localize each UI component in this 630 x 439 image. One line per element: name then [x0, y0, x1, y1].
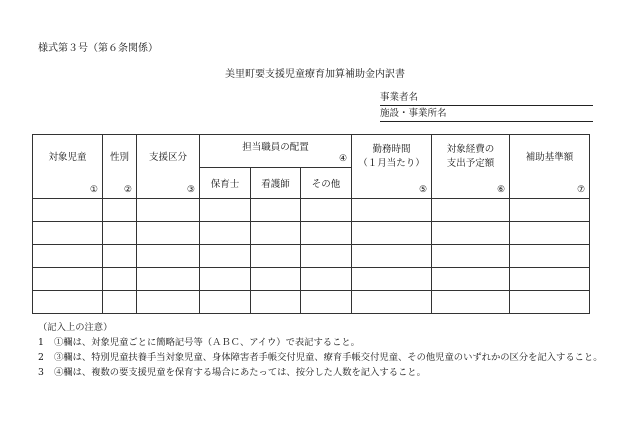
header-cost-number: ⑥	[496, 185, 506, 195]
header-support	[137, 135, 200, 199]
header-child-label: 対象児童	[48, 152, 87, 163]
table-cell[interactable]	[432, 268, 510, 291]
table-cell[interactable]	[251, 245, 301, 268]
form-number: 様式第３号（第６条関係）	[38, 43, 158, 54]
header-gender-label: 性別	[109, 152, 129, 163]
table-cell[interactable]	[352, 245, 432, 268]
table-cell[interactable]	[510, 268, 590, 291]
header-work-hours-label: 勤務時間	[372, 144, 411, 155]
table-cell[interactable]	[352, 199, 432, 222]
table-cell[interactable]	[251, 291, 301, 314]
table-cell[interactable]	[301, 222, 352, 245]
table-cell[interactable]	[251, 222, 301, 245]
header-work-hours-sublabel: （１月当たり）	[358, 158, 425, 169]
note-text: ④欄は、複数の要支援児童を保育する場合にあたっては、按分した人数を記入すること。	[54, 367, 426, 378]
table-cell[interactable]	[137, 199, 200, 222]
header-support-label: 支援区分	[148, 152, 187, 163]
table-cell[interactable]	[301, 245, 352, 268]
table-cell[interactable]	[137, 245, 200, 268]
table-cell[interactable]	[301, 199, 352, 222]
note-item	[38, 335, 603, 350]
header-work-hours-number: ⑤	[418, 185, 428, 195]
table-cell[interactable]	[251, 199, 301, 222]
header-staff-group	[200, 135, 352, 168]
table-cell[interactable]	[510, 222, 590, 245]
table-cell[interactable]	[352, 291, 432, 314]
note-text: ①欄は、対象児童ごとに簡略記号等（ＡＢＣ、アイウ）で表記すること。	[54, 337, 360, 348]
header-subsidy-number: ⑦	[576, 185, 586, 195]
header-staff-group-number: ④	[338, 154, 348, 164]
note-item	[38, 365, 603, 380]
table-cell[interactable]	[432, 222, 510, 245]
table-cell[interactable]	[352, 268, 432, 291]
business-name-label: 事業者名	[380, 92, 419, 103]
header-nurse: 看護師	[251, 168, 301, 199]
table-cell[interactable]	[510, 245, 590, 268]
table-cell[interactable]	[200, 222, 251, 245]
header-child-number: ①	[89, 185, 98, 195]
table-row	[33, 222, 590, 245]
notes	[38, 320, 603, 380]
header-other: その他	[301, 168, 352, 199]
table-cell[interactable]	[510, 291, 590, 314]
table-cell[interactable]	[510, 199, 590, 222]
table-cell[interactable]	[200, 291, 251, 314]
facility-name-label: 施設・事業所名	[380, 108, 447, 119]
header-nursery-teacher: 保育士	[200, 168, 251, 199]
note-index: 1	[38, 337, 44, 348]
header-subsidy-label: 補助基準額	[525, 152, 574, 163]
table-cell[interactable]	[137, 291, 200, 314]
table-cell[interactable]	[200, 268, 251, 291]
document-title: 美里町要支援児童療育加算補助金内訳書	[225, 69, 405, 80]
table-cell[interactable]	[432, 245, 510, 268]
table-cell[interactable]	[301, 291, 352, 314]
header-staff-group-label: 担当職員の配置	[242, 142, 309, 153]
breakdown-table	[32, 134, 590, 314]
table-cell[interactable]	[301, 268, 352, 291]
table-row	[33, 291, 590, 314]
table-body	[33, 199, 590, 314]
table-row	[33, 199, 590, 222]
note-text: ③欄は、特別児童扶養手当対象児童、身体障害者手帳交付児童、療育手帳交付児童、その他児童のいずれかの区分を記入すること。	[54, 352, 603, 363]
table-cell[interactable]	[33, 291, 103, 314]
table-cell[interactable]	[103, 222, 137, 245]
business-name-field[interactable]	[380, 92, 593, 106]
note-item	[38, 350, 603, 365]
table-cell[interactable]	[33, 268, 103, 291]
table-cell[interactable]	[103, 291, 137, 314]
table-cell[interactable]	[33, 222, 103, 245]
table-cell[interactable]	[432, 199, 510, 222]
table-row	[33, 268, 590, 291]
table-row	[33, 245, 590, 268]
table-cell[interactable]	[33, 245, 103, 268]
table-cell[interactable]	[137, 268, 200, 291]
note-index: 2	[38, 352, 44, 363]
table-cell[interactable]	[137, 222, 200, 245]
header-cost-sublabel: 支出予定額	[446, 158, 495, 169]
table-cell[interactable]	[352, 222, 432, 245]
table-cell[interactable]	[200, 245, 251, 268]
facility-name-field[interactable]	[380, 108, 593, 122]
table-cell[interactable]	[33, 199, 103, 222]
header-support-number: ③	[186, 185, 195, 195]
table-cell[interactable]	[432, 291, 510, 314]
table-cell[interactable]	[251, 268, 301, 291]
notes-heading: （記入上の注意）	[38, 322, 113, 333]
table-cell[interactable]	[103, 268, 137, 291]
header-gender-number: ②	[123, 185, 132, 195]
table-cell[interactable]	[200, 199, 251, 222]
header-cost-label: 対象経費の	[446, 144, 495, 155]
table-cell[interactable]	[103, 245, 137, 268]
header-cost	[432, 135, 510, 199]
header-subsidy	[510, 135, 590, 199]
header-gender	[103, 135, 137, 199]
header-child	[33, 135, 103, 199]
note-index: 3	[38, 367, 44, 378]
header-work-hours	[352, 135, 432, 199]
table-cell[interactable]	[103, 199, 137, 222]
